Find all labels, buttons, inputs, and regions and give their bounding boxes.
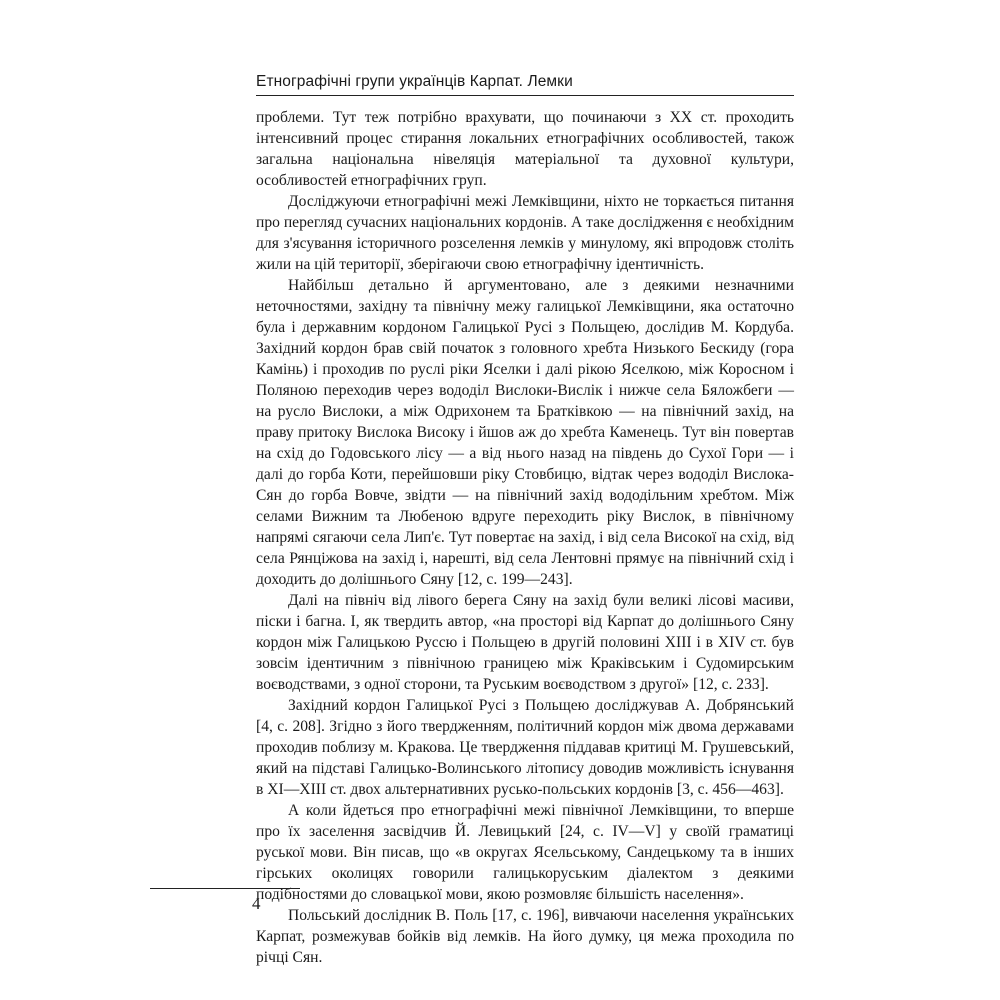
paragraph-6: А коли йдеться про етнографічні межі північної Лемківщини, то вперше про їх заселення засвідчив Й. Левицький [24, с. IV—V] у своїй граматиці руської мови. Він писав, що «в округах Ясельському, Сандецькому та в інших гірських околицях говорили галицькоруським діалектом з деякими подібностями до словацької мови, якою розмовляє більшість населення». (256, 802, 794, 903)
paragraph-7: Польський дослідник В. Поль [17, с. 196], вивчаючи населення українських Карпат, розмежував бойків від лемків. На його думку, ця межа проходила по річці Сян. (256, 907, 794, 966)
paragraph-2: Досліджуючи етнографічні межі Лемківщини, ніхто не торкається питання про перегляд сучасних національних кордонів. А таке дослідження є необхідним для з'ясування історичного розселення лемків у минулому, які впродовж століть жили на цій території, зберігаючи свою етнографічну ідентичність. (256, 193, 795, 273)
header-rule (256, 95, 794, 96)
paragraph-3: Найбільш детально й аргументовано, але з деякими незначними неточностями, західну та північну межу галицької Лемківщини, яка остаточно була і державним кордоном Галицької Русі з Польщею, дослідив М. Кордуба. Західний кордон брав свій початок з головного хребта Низького Бескиду (гора Камінь) і проходив по руслі ріки Яселки і далі рікою Яселкою, між Коросном і Поляною переходив через вододіл Вислоки-Вислік і нижче села Бяложбеги — на русло Вислоки, а між Одрихонем та Братківкою — на північний захід, на праву притоку Вислока Високу і йшов аж до хребта Каменець. Тут він повертав на схід до Годовського лісу — а від нього назад на південь до Сухої Гори — і далі до горба Коти, перейшовши ріку Стовбицю, відтак через вододіл Вислока-Сян до горба Вовче, звідти — на північний захід вододільним хребтом. Між селами Вижним та Любеною вдруге переходить ріку Вислок, в північному напрямі сягаючи села Лип'є. Тут повертає на захід, і від села Високої на схід, від села Рянціжова на захід і, нарешті, від села Лентовні прямує на північний схід і доходить до долішнього Сяну [12, с. 199—243]. (256, 277, 794, 588)
main-text (256, 107, 794, 968)
page-number: 4 (252, 894, 261, 913)
footnote-rule (150, 888, 300, 889)
paragraph-1: проблеми. Тут теж потрібно врахувати, що починаючи з XX ст. проходить інтенсивний процес стирання локальних етнографічних особливостей, також загальна національна нівеляція матеріальної та духовної культури, особливостей етнографічних груп. (256, 109, 794, 189)
running-header: Етнографічні групи українців Карпат. Лемки (256, 73, 573, 90)
paragraph-5: Західний кордон Галицької Русі з Польщею досліджував А. Добрянський [4, с. 208]. Згідно з його твердженням, політичний кордон між двома державами проходив поблизу м. Кракова. Це твердження піддавав критиці М. Грушевський, який на підставі Галицько-Волинського літопису доводив можливість існування в XI—XIII ст. двох альтернативних русько-польських кордонів [3, с. 456—463]. (256, 697, 794, 798)
paragraph-4: Далі на північ від лівого берега Сяну на захід були великі лісові масиви, піски і багна. І, як твердить автор, «на просторі від Карпат до долішнього Сяну кордон між Галицькою Руссю і Польщею в другій половині XIII і в XIV ст. був зовсім ідентичним з північною границею між Краківським і Судомирським воєводствами, з одної сторони, та Руським воєводством з другої» [12, с. 233]. (256, 592, 794, 693)
